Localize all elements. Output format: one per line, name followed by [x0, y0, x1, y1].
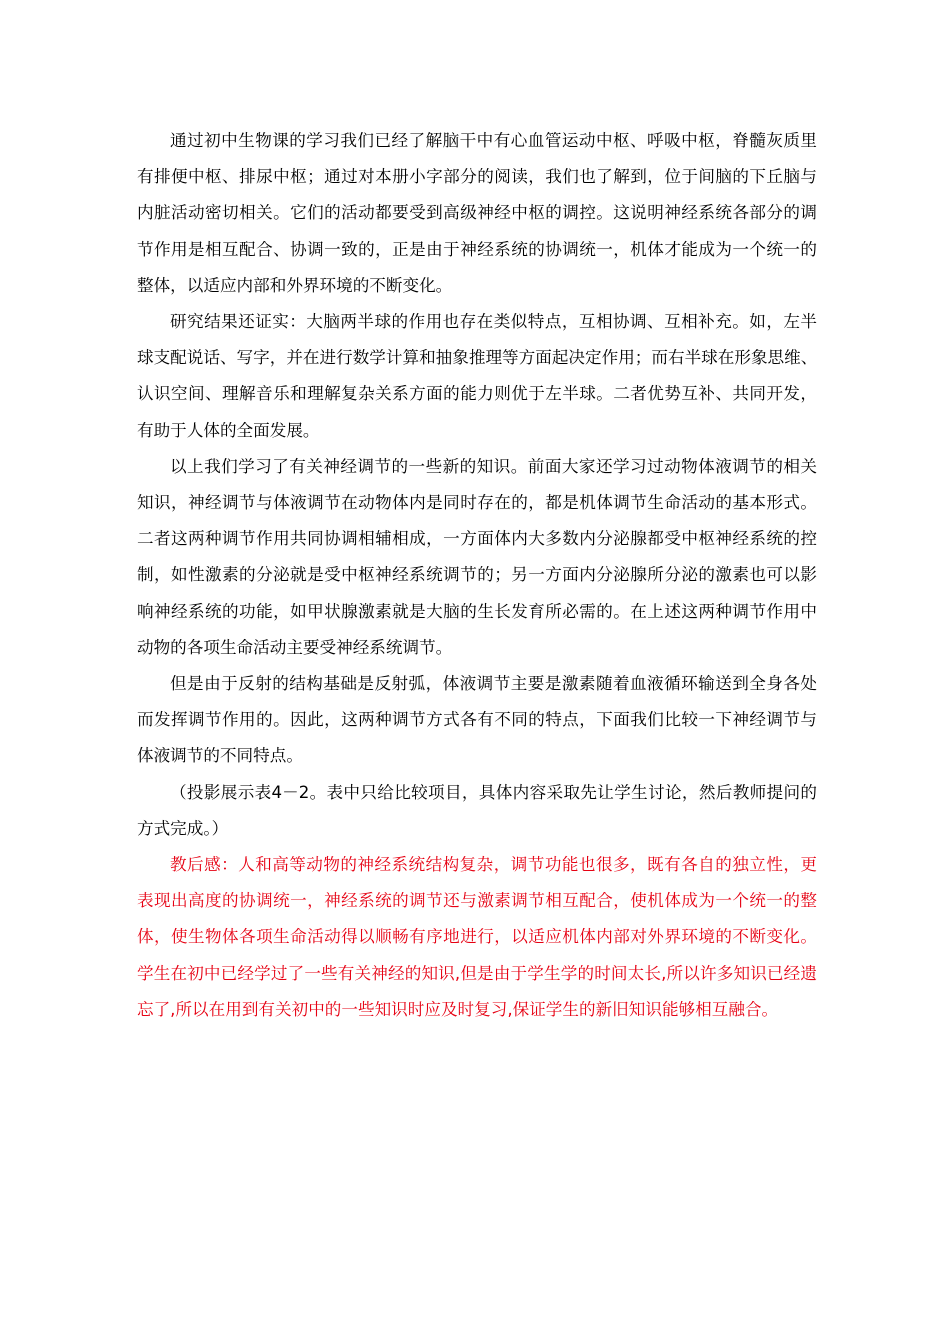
- paragraph-neural-humoral: [137, 449, 817, 666]
- text-line: 研究结果还证实：大脑两半球的作用也存在类似特点，互相协调、互相补充。如，左半: [170, 312, 817, 332]
- paragraph-hemispheres: [137, 304, 817, 449]
- paragraph-teaching-reflection: [137, 847, 817, 1028]
- text-line: 动物的各项生命活动主要受神经系统调节。: [137, 637, 453, 657]
- text-line: 而发挥调节作用的。因此，这两种调节方式各有不同的特点，下面我们比较一下神经调节与: [137, 710, 817, 730]
- text-line: 方式完成。）: [137, 818, 229, 838]
- text-line: 体液调节的不同特点。: [137, 746, 303, 766]
- text-line: 内脏活动密切相关。它们的活动都要受到高级神经中枢的调控。这说明神经系统各部分的调: [137, 203, 817, 223]
- document-body: [137, 123, 817, 1028]
- text-line: 二者这两种调节作用共同协调相辅相成，一方面体内大多数内分泌腺都受中枢神经系统的控: [137, 529, 817, 549]
- paragraph-brain-centers: [137, 123, 817, 304]
- text-line: 制，如性激素的分泌就是受中枢神经系统调节的；另一方面内分泌腺所分泌的激素也可以影: [137, 565, 817, 585]
- text-line: 学生在初中已经学过了一些有关神经的知识,但是由于学生学的时间太长,所以许多知识已经遗: [137, 963, 817, 983]
- text-line: 认识空间、理解音乐和理解复杂关系方面的能力则优于左半球。二者优势互补、共同开发，: [137, 384, 817, 404]
- text-line: 但是由于反射的结构基础是反射弧，体液调节主要是激素随着血液循环输送到全身各处: [170, 674, 817, 694]
- text-line: 体，使生物体各项生命活动得以顺畅有序地进行，以适应机体内部对外界环境的不断变化。: [137, 927, 817, 947]
- text-line: 通过初中生物课的学习我们已经了解脑干中有心血管运动中枢、呼吸中枢，脊髓灰质里: [170, 131, 817, 150]
- text-line: 以上我们学习了有关神经调节的一些新的知识。前面大家还学习过动物体液调节的相关: [170, 456, 817, 476]
- text-line: 整体，以适应内部和外界环境的不断变化。: [137, 275, 453, 295]
- text-line: 教后感：人和高等动物的神经系统结构复杂，调节功能也很多，既有各自的独立性，更: [170, 855, 817, 875]
- text-line: （投影展示表4－2。表中只给比较项目，具体内容采取先让学生讨论，然后教师提问的: [170, 782, 817, 802]
- text-line: 忘了,所以在用到有关初中的一些知识时应及时复习,保证学生的新旧知识能够相互融合。: [137, 999, 779, 1019]
- text-line: 球支配说话、写字，并在进行数学计算和抽象推理等方面起决定作用；而右半球在形象思维、: [137, 348, 818, 368]
- paragraph-differences: [137, 666, 817, 775]
- text-line: 节作用是相互配合、协调一致的，正是由于神经系统的协调统一，机体才能成为一个统一的: [137, 239, 817, 259]
- text-line: 知识，神经调节与体液调节在动物体内是同时存在的，都是机体调节生命活动的基本形式。: [137, 493, 817, 513]
- text-line: 表现出高度的协调统一，神经系统的调节还与激素调节相互配合，使机体成为一个统一的整: [137, 891, 817, 911]
- text-line: 有排便中枢、排尿中枢；通过对本册小字部分的阅读，我们也了解到，位于间脑的下丘脑与: [137, 167, 817, 187]
- text-line: 响神经系统的功能，如甲状腺激素就是大脑的生长发育所必需的。在上述这两种调节作用中: [137, 601, 817, 621]
- paragraph-projection-note: [137, 775, 817, 847]
- text-line: 有助于人体的全面发展。: [137, 420, 320, 440]
